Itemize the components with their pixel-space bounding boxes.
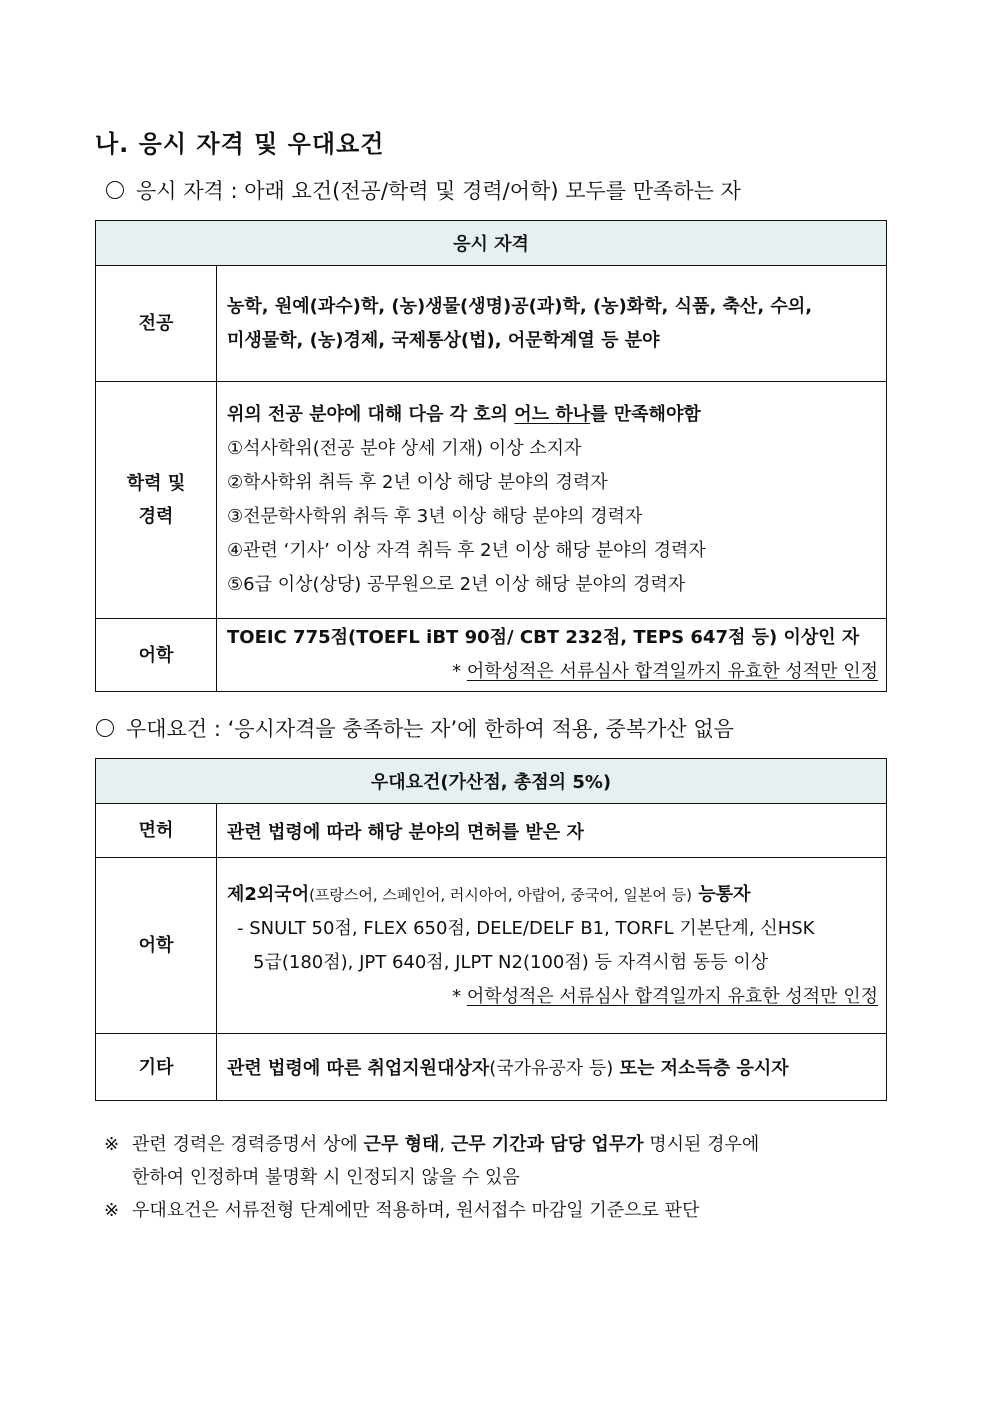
- major-label: 전공: [96, 266, 217, 382]
- education-intro: 위의 전공 분야에 대해 다음 각 호의 어느 하나를 만족해야함: [227, 404, 701, 425]
- foreign-language-label: 어학: [96, 858, 217, 1034]
- license-label: 면허: [96, 804, 217, 858]
- education-item: ③전문학사학위 취득 후 3년 이상 해당 분야의 경력자: [227, 506, 643, 527]
- preference-header: 우대요건(가산점, 총점의 5%): [96, 759, 887, 804]
- other-content: 관련 법령에 따른 취업지원대상자(국가유공자 등) 또는 저소득층 응시자: [217, 1034, 887, 1101]
- education-item: ①석사학위(전공 분야 상세 기재) 이상 소지자: [227, 438, 582, 459]
- language-note: * 어학성적은 서류심사 합격일까지 유효한 성적만 인정: [452, 661, 878, 682]
- preference-intro: 우대요건 : ‘응시자격을 충족하는 자’에 한하여 적용, 중복가산 없음: [96, 713, 734, 743]
- foreign-language-note: * 어학성적은 서류심사 합격일까지 유효한 성적만 인정: [452, 985, 878, 1007]
- license-content: 관련 법령에 따라 해당 분야의 면허를 받은 자: [217, 804, 887, 858]
- qualification-table: [95, 220, 887, 692]
- language-label: 어학: [96, 619, 217, 692]
- language-content: TOEIC 775점(TOEFL iBT 90점/ CBT 232점, TEPS 647점 등) 이상인 자 * 어학성적은 서류심사 합격일까지 유효한 성적만 인정: [217, 619, 887, 692]
- other-label: 기타: [96, 1034, 217, 1101]
- footnote: ※ 관련 경력은 경력증명서 상에 근무 형태, 근무 기간과 담당 업무가 명시된 경우에 한하여 인정하며 불명확 시 인정되지 않을 수 있음: [104, 1134, 760, 1188]
- qualification-header: 응시 자격: [96, 221, 887, 266]
- footnotes: [104, 1128, 904, 1227]
- education-item: ②학사학위 취득 후 2년 이상 해당 분야의 경력자: [227, 472, 608, 493]
- preference-table: [95, 758, 887, 1101]
- foreign-language-content: 제2외국어(프랑스어, 스페인어, 러시아어, 아랍어, 중국어, 일본어 등) 능통자 - SNULT 50점, FLEX 650점, DELE/DELF B1, TORFL 기본단계, 신HSK 5급(180점), JPT 640점, JLPT N2(100점) 등 자격시험 동등 이상 * 어학성적은 서류심사 합격일까지 유효한 성적만 인정: [217, 858, 887, 1034]
- education-item: ⑤6급 이상(상당) 공무원으로 2년 이상 해당 분야의 경력자: [227, 574, 686, 595]
- education-content: [217, 382, 887, 619]
- education-label: 학력 및 경력: [96, 382, 217, 619]
- qualification-intro: 응시 자격 : 아래 요건(전공/학력 및 경력/어학) 모두를 만족하는 자: [106, 175, 741, 205]
- circle-bullet-icon: [106, 181, 124, 199]
- section-title: 나. 응시 자격 및 우대요건: [95, 130, 385, 158]
- circle-bullet-icon: [96, 719, 114, 737]
- education-item: ④관련 ‘기사’ 이상 자격 취득 후 2년 이상 해당 분야의 경력자: [227, 540, 706, 561]
- major-content: 농학, 원예(과수)학, (농)생물(생명)공(과)학, (농)화학, 식품, 축산, 수의, 미생물학, (농)경제, 국제통상(법), 어문학계열 등 분야: [217, 266, 887, 382]
- footnote: ※ 우대요건은 서류전형 단계에만 적용하며, 원서접수 마감일 기준으로 판단: [104, 1200, 700, 1221]
